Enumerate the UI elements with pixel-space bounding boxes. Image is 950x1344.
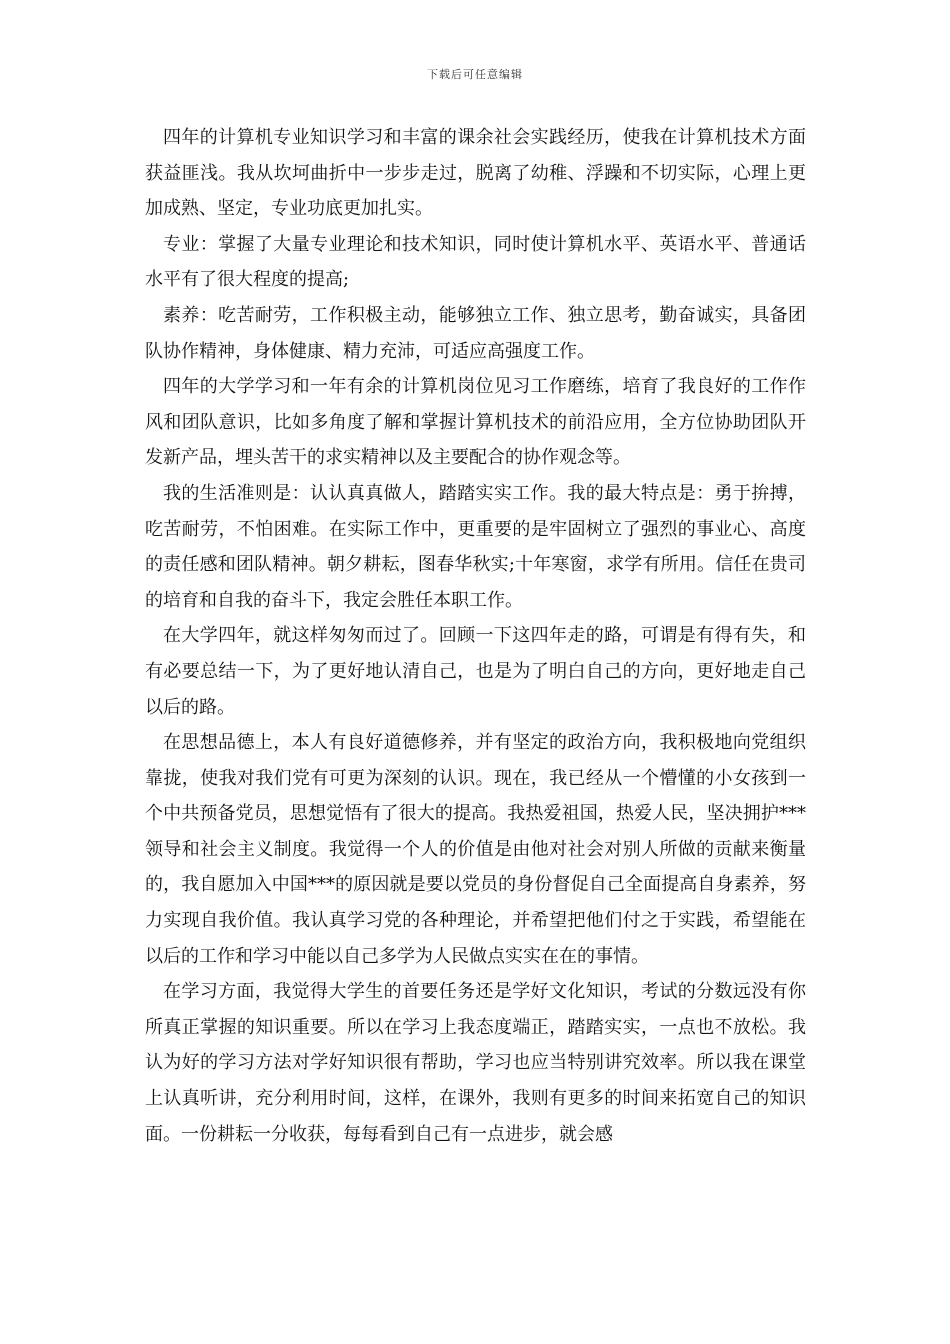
paragraph-life-principle: 我的生活准则是：认认真真做人，踏踏实实工作。我的最大特点是：勇于拚搏，吃苦耐劳，不怕困难。在实际工作中，更重要的是牢固树立了强烈的事业心、高度的责任感和团队精神。朝夕耕耘，图春华秋实;十年寒窗，求学有所用。信任在贵司的培育和自我的奋斗下，我定会胜任本职工作。 (145, 482, 806, 611)
page-header: 下载后可任意编辑 (427, 68, 523, 81)
paragraph-university-review: 在大学四年，就这样匆匆而过了。回顾一下这四年走的路，可谓是有得有失，和有必要总结一下，为了更好地认清自己，也是为了明白自己的方向，更好地走自己以后的路。 (145, 625, 806, 718)
document-body (145, 120, 806, 1152)
paragraph-professional: 专业：掌握了大量专业理论和技术知识，同时使计算机水平、英语水平、普通话水平有了很大程度的提高; (145, 233, 806, 291)
paragraph-work-experience: 四年的大学学习和一年有余的计算机岗位见习工作磨练，培育了我良好的工作作风和团队意识，比如多角度了解和掌握计算机技术的前沿应用，全方位协助团队开发新产品，埋头苦干的求实精神以及主要配合的协作观念等。 (145, 376, 806, 469)
paragraph-moral-character: 在思想品德上，本人有良好道德修养，并有坚定的政治方向，我积极地向党组织靠拢，使我对我们党有可更为深刻的认识。现在，我已经从一个懵懂的小女孩到一个中共预备党员，思想觉悟有了很大的提高。我热爱祖国，热爱人民，坚决拥护***领导和社会主义制度。我觉得一个人的价值是由他对社会对别人所做的贡献来衡量的，我自愿加入中国***的原因就是要以党员的身份督促自己全面提高自身素养，努力实现自我价值。我认真学习党的各种理论，并希望把他们付之于实践，希望能在以后的工作和学习中能以自己多学为人民做点实实在在的事情。 (145, 732, 806, 967)
paragraph-study: 在学习方面，我觉得大学生的首要任务还是学好文化知识，考试的分数远没有你所真正掌握的知识重要。所以在学习上我态度端正，踏踏实实，一点也不放松。我认为好的学习方法对学好知识很有帮助，学习也应当特别讲究效率。所以我在课堂上认真听讲，充分利用时间，这样，在课外，我则有更多的时间来拓宽自己的知识面。一份耕耘一分收获，每每看到自己有一点进步，就会感 (145, 981, 806, 1145)
paragraph-intro: 四年的计算机专业知识学习和丰富的课余社会实践经历，使我在计算机技术方面获益匪浅。我从坎坷曲折中一步步走过，脱离了幼稚、浮躁和不切实际，心理上更加成熟、坚定，专业功底更加扎实。 (145, 127, 806, 220)
paragraph-quality: 素养：吃苦耐劳，工作积极主动，能够独立工作、独立思考，勤奋诚实，具备团队协作精神，身体健康、精力充沛，可适应高强度工作。 (145, 304, 806, 362)
